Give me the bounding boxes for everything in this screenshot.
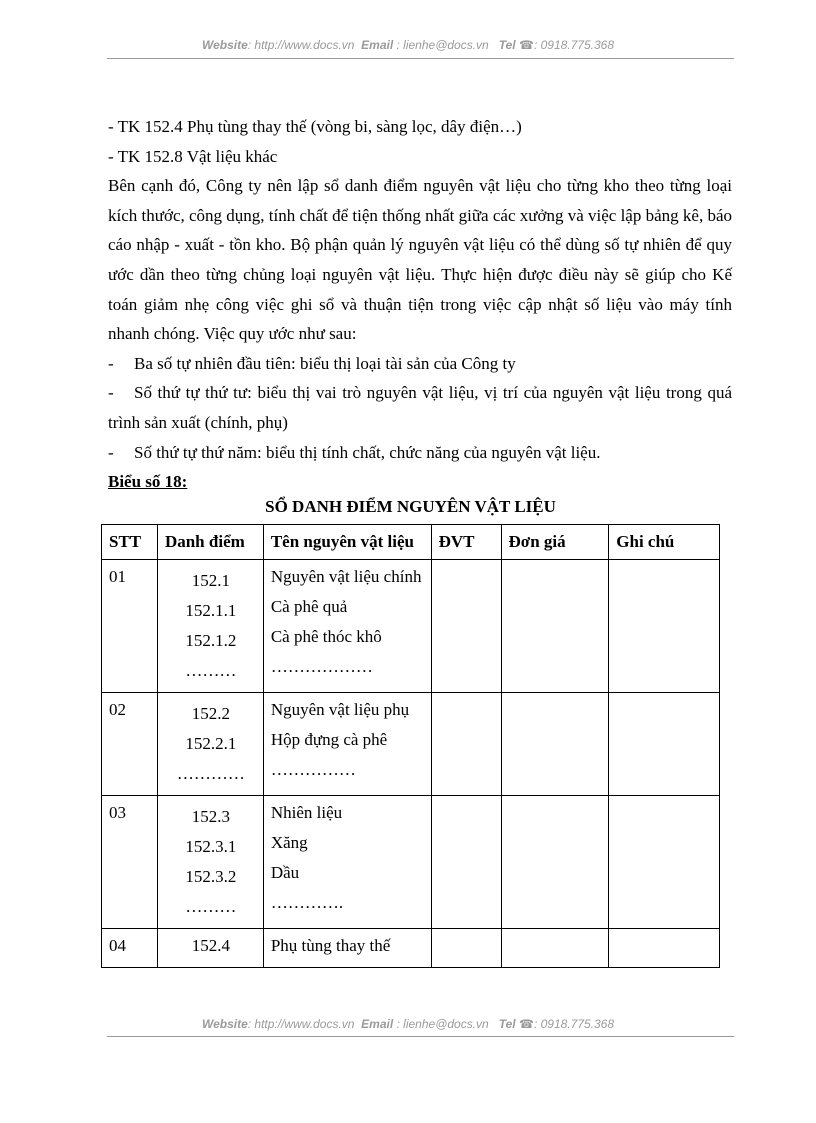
- price-cell: [501, 693, 609, 796]
- phone-icon: ☎: [519, 38, 534, 52]
- name-cell: Phụ tùng thay thế: [263, 929, 431, 968]
- table-row: [102, 693, 720, 796]
- header-email: : lienhe@docs.vn: [396, 38, 489, 52]
- col-header-note: Ghi chú: [609, 525, 720, 560]
- footer-website: : http://www.docs.vn: [247, 1017, 355, 1031]
- code-cell: 152.3 152.3.1 152.3.2 ………: [157, 796, 263, 929]
- name-cell: Nguyên vật liệu chính Cà phê quả Cà phê thóc khô ………………: [263, 560, 431, 693]
- header-website: : http://www.docs.vn: [247, 38, 355, 52]
- header-tel-label: Tel: [498, 38, 516, 52]
- price-cell: [501, 796, 609, 929]
- unit-cell: [431, 929, 501, 968]
- name-cell: Nhiên liệu Xăng Dầu ………….: [263, 796, 431, 929]
- col-header-stt: STT: [102, 525, 158, 560]
- col-header-unit: ĐVT: [431, 525, 501, 560]
- unit-cell: [431, 560, 501, 693]
- bullet-item: - Số thứ tự thứ tư: biểu thị vai trò nguyên vật liệu, vị trí của nguyên vật liệu trong quá trình sản xuất (chính, phụ): [108, 383, 732, 432]
- footer-email: : lienhe@docs.vn: [396, 1017, 489, 1031]
- header-rule: [107, 58, 734, 59]
- note-cell: [609, 560, 720, 693]
- footer-rule: [107, 1036, 734, 1037]
- unit-cell: [431, 796, 501, 929]
- figure-label: Biểu số 18:: [108, 472, 188, 492]
- body-text: [108, 112, 732, 497]
- footer-tel-label: Tel: [498, 1017, 516, 1031]
- table-row: [102, 560, 720, 693]
- bullet-item: - Ba số tự nhiên đầu tiên: biểu thị loại tài sản của Công ty: [108, 353, 516, 373]
- col-header-code: Danh điểm: [157, 525, 263, 560]
- stt-cell: 04: [102, 929, 158, 968]
- col-header-name: Tên nguyên vật liệu: [263, 525, 431, 560]
- name-cell: Nguyên vật liệu phụ Hộp đựng cà phê ……………: [263, 693, 431, 796]
- table-row: [102, 796, 720, 929]
- col-header-price: Đơn giá: [501, 525, 609, 560]
- footer-tel: : 0918.775.368: [533, 1017, 615, 1031]
- materials-table: [101, 524, 720, 968]
- table-row: [102, 929, 720, 968]
- header-tel: : 0918.775.368: [533, 38, 615, 52]
- note-cell: [609, 693, 720, 796]
- stt-cell: 01: [102, 560, 158, 693]
- page-footer: [0, 1017, 816, 1031]
- unit-cell: [431, 693, 501, 796]
- header-website-label: Website: [201, 38, 248, 52]
- table-header-row: [102, 525, 720, 560]
- bullet-item: - Số thứ tự thứ năm: biểu thị tính chất, chức năng của nguyên vật liệu.: [108, 442, 601, 462]
- table-title: SỔ DANH ĐIỂM NGUYÊN VẬT LIỆU: [265, 497, 556, 516]
- note-cell: [609, 929, 720, 968]
- stt-cell: 02: [102, 693, 158, 796]
- stt-cell: 03: [102, 796, 158, 929]
- note-cell: [609, 796, 720, 929]
- price-cell: [501, 560, 609, 693]
- footer-website-label: Website: [201, 1017, 248, 1031]
- code-cell: 152.2 152.2.1 …………: [157, 693, 263, 796]
- footer-email-label: Email: [361, 1017, 394, 1031]
- header-email-label: Email: [361, 38, 394, 52]
- phone-icon: ☎: [519, 1017, 534, 1031]
- body-line-1: - TK 152.4 Phụ tùng thay thế (vòng bi, sàng lọc, dây điện…): [108, 117, 522, 136]
- page-header: [0, 38, 816, 52]
- body-paragraph: Bên cạnh đó, Công ty nên lập sổ danh điểm nguyên vật liệu cho từng kho theo từng loại kích thước, công dụng, tính chất để tiện thống nhất giữa các xưởng và việc lập bảng kê, báo cáo nhập - xuất - tồn kho. Bộ phận quản lý nguyên vật liệu có thể dùng số tự nhiên để quy ước dần theo từng chủng loại nguyên vật liệu. Thực hiện được điều này sẽ giúp cho Kế toán giảm nhẹ công việc ghi sổ và thuận tiện trong việc cập nhật số liệu vào máy tính nhanh chóng. Việc quy ước như sau:: [108, 176, 732, 344]
- body-line-2: - TK 152.8 Vật liệu khác: [108, 146, 278, 166]
- price-cell: [501, 929, 609, 968]
- code-cell: 152.4: [157, 929, 263, 968]
- code-cell: 152.1 152.1.1 152.1.2 ………: [157, 560, 263, 693]
